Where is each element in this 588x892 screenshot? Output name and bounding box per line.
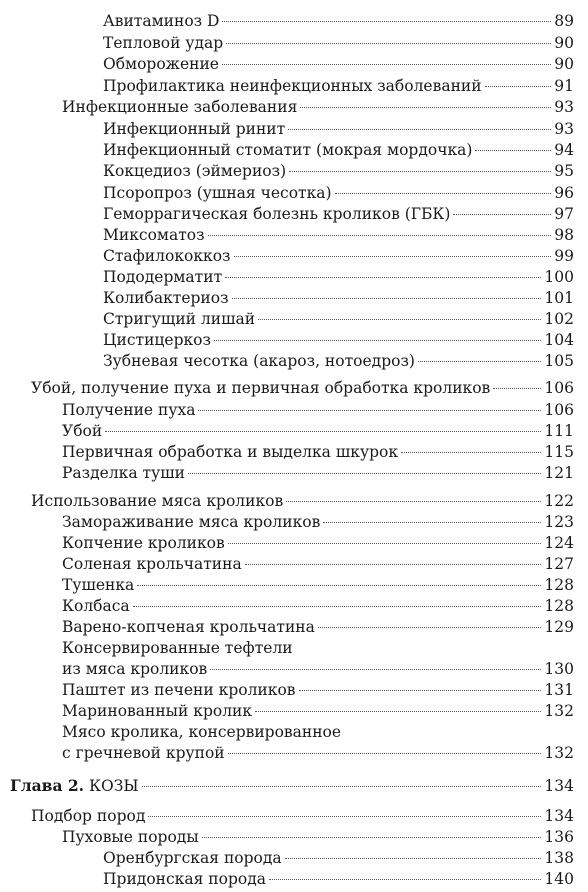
page-number: 134 bbox=[544, 807, 574, 825]
dot-leader bbox=[485, 86, 552, 87]
toc-entry bbox=[31, 377, 574, 399]
entry-title: Кокцедиоз (эймериоз) bbox=[103, 162, 287, 180]
dot-leader bbox=[318, 627, 542, 628]
dot-leader bbox=[148, 816, 541, 817]
dot-leader bbox=[105, 431, 541, 432]
toc-entry bbox=[31, 490, 574, 512]
page-number: 93 bbox=[554, 98, 574, 116]
page-number: 124 bbox=[544, 534, 574, 552]
page-number: 140 bbox=[544, 870, 574, 888]
toc-entry bbox=[62, 595, 574, 617]
entry-title: из мяса кроликов bbox=[62, 660, 208, 678]
toc-entry bbox=[62, 399, 574, 421]
toc-entry bbox=[103, 160, 574, 182]
dot-leader bbox=[133, 606, 542, 607]
entry-title: Использование мяса кроликов bbox=[31, 492, 284, 510]
dot-leader bbox=[299, 690, 542, 691]
toc-entry bbox=[62, 679, 574, 701]
entry-title: Маринованный кролик bbox=[62, 702, 253, 720]
page-number: 134 bbox=[544, 777, 574, 795]
toc-entry bbox=[103, 287, 574, 309]
entry-title: с гречневой крупой bbox=[62, 744, 225, 762]
entry-title: Колбаса bbox=[62, 597, 130, 615]
dot-leader bbox=[188, 473, 541, 474]
toc-entry bbox=[103, 10, 574, 32]
toc-entry bbox=[103, 329, 574, 351]
dot-leader bbox=[255, 711, 541, 712]
entry-title: Авитаминоз D bbox=[103, 12, 220, 30]
dot-leader bbox=[269, 879, 541, 880]
entry-title: Цистицеркоз bbox=[103, 331, 211, 349]
entry-title: Убой, получение пуха и первичная обработка кроликов bbox=[31, 379, 491, 397]
dot-leader bbox=[202, 837, 542, 838]
entry-title: Первичная обработка и выделка шкурок bbox=[62, 443, 399, 461]
page-number: 122 bbox=[544, 492, 574, 510]
toc-entry bbox=[62, 742, 574, 764]
page-number: 95 bbox=[554, 162, 574, 180]
entry-title: Пододерматит bbox=[103, 268, 223, 286]
page-number: 93 bbox=[554, 120, 574, 138]
dot-leader bbox=[453, 214, 551, 215]
entry-title: Профилактика неинфекционных заболеваний bbox=[103, 77, 482, 95]
page-number: 102 bbox=[544, 310, 574, 328]
page-number: 123 bbox=[544, 513, 574, 531]
toc-entry bbox=[31, 805, 574, 827]
dot-leader bbox=[142, 786, 542, 787]
toc-entry bbox=[62, 96, 574, 118]
entry-title: Колибактериоз bbox=[103, 289, 229, 307]
entry-title: Тепловой удар bbox=[103, 34, 224, 52]
toc-entry bbox=[103, 139, 574, 161]
dot-leader bbox=[258, 319, 541, 320]
dot-leader bbox=[228, 753, 542, 754]
toc-entry bbox=[103, 32, 574, 54]
toc-entry bbox=[103, 868, 574, 890]
toc-entry bbox=[103, 53, 574, 75]
toc-entry bbox=[62, 420, 574, 442]
toc-entry bbox=[62, 658, 574, 680]
chapter-title: КОЗЫ bbox=[89, 777, 139, 795]
entry-title: Копчение кроликов bbox=[62, 534, 225, 552]
dot-leader bbox=[222, 21, 551, 22]
dot-leader bbox=[300, 107, 551, 108]
dot-leader bbox=[418, 361, 541, 362]
toc-entry bbox=[103, 350, 574, 372]
toc-entry bbox=[62, 616, 574, 638]
dot-leader bbox=[288, 129, 551, 130]
toc-entry bbox=[62, 553, 574, 575]
page-number: 130 bbox=[544, 660, 574, 678]
toc-entry bbox=[62, 511, 574, 533]
dot-leader bbox=[232, 298, 542, 299]
entry-title: Инфекционный ринит bbox=[103, 120, 286, 138]
entry-title: Геморрагическая болезнь кроликов (ГБК) bbox=[103, 205, 451, 223]
toc-entry bbox=[103, 847, 574, 869]
chapter-label: Глава 2. bbox=[10, 776, 85, 795]
entry-title: Паштет из печени кроликов bbox=[62, 681, 296, 699]
toc-entry bbox=[103, 224, 574, 246]
entry-title: Соленая крольчатина bbox=[62, 555, 242, 573]
entry-title: Обморожение bbox=[103, 55, 219, 73]
toc-entry bbox=[62, 532, 574, 554]
dot-leader bbox=[225, 277, 541, 278]
page-number: 115 bbox=[544, 443, 574, 461]
entry-title: Инфекционный стоматит (мокрая мордочка) bbox=[103, 141, 473, 159]
page-number: 99 bbox=[554, 247, 574, 265]
dot-leader bbox=[137, 585, 541, 586]
entry-title: Подбор пород bbox=[31, 807, 146, 825]
page-number: 104 bbox=[544, 331, 574, 349]
toc-entry bbox=[62, 700, 574, 722]
page-number: 111 bbox=[544, 422, 574, 440]
dot-leader bbox=[323, 522, 541, 523]
page-number: 100 bbox=[544, 268, 574, 286]
toc-entry bbox=[62, 574, 574, 596]
entry-title: Замораживание мяса кроликов bbox=[62, 513, 321, 531]
dot-leader bbox=[493, 388, 541, 389]
dot-leader bbox=[208, 235, 552, 236]
dot-leader bbox=[401, 452, 541, 453]
entry-title: Стригущий лишай bbox=[103, 310, 256, 328]
dot-leader bbox=[335, 193, 552, 194]
page-number: 132 bbox=[544, 702, 574, 720]
dot-leader bbox=[210, 669, 541, 670]
page-number: 89 bbox=[554, 12, 574, 30]
page-number: 128 bbox=[544, 597, 574, 615]
page-number: 98 bbox=[554, 226, 574, 244]
entry-title: Придонская порода bbox=[103, 870, 266, 888]
entry-title: Варено-копченая крольчатина bbox=[62, 618, 315, 636]
page-number: 96 bbox=[554, 184, 574, 202]
page-number: 90 bbox=[554, 55, 574, 73]
entry-title: Инфекционные заболевания bbox=[62, 98, 298, 116]
dot-leader bbox=[286, 501, 541, 502]
dot-leader bbox=[198, 410, 541, 411]
page-number: 128 bbox=[544, 576, 574, 594]
toc-entry bbox=[103, 308, 574, 330]
dot-leader bbox=[214, 340, 541, 341]
entry-title: Разделка туши bbox=[62, 464, 185, 482]
dot-leader bbox=[226, 43, 551, 44]
page-number: 94 bbox=[554, 141, 574, 159]
entry-title: Тушенка bbox=[62, 576, 135, 594]
page-number: 97 bbox=[554, 205, 574, 223]
entry-title-line: Консервированные тефтели bbox=[62, 639, 293, 657]
toc-entry bbox=[103, 75, 574, 97]
entry-title: Стафилококкоз bbox=[103, 247, 231, 265]
toc-entry bbox=[103, 203, 574, 225]
page-number: 121 bbox=[544, 464, 574, 482]
page-number: 106 bbox=[544, 379, 574, 397]
dot-leader bbox=[285, 858, 542, 859]
page-number: 129 bbox=[544, 618, 574, 636]
dot-leader bbox=[228, 543, 542, 544]
entry-title-line: Мясо кролика, консервированное bbox=[62, 723, 342, 741]
toc-entry bbox=[62, 462, 574, 484]
entry-title: Псоропроз (ушная чесотка) bbox=[103, 184, 332, 202]
dot-leader bbox=[222, 64, 551, 65]
dot-leader bbox=[245, 564, 542, 565]
page-number: 136 bbox=[544, 828, 574, 846]
page-number: 138 bbox=[544, 849, 574, 867]
toc-entry bbox=[103, 182, 574, 204]
page-number: 132 bbox=[544, 744, 574, 762]
page-number: 101 bbox=[544, 289, 574, 307]
page-number: 105 bbox=[544, 352, 574, 370]
entry-title: Получение пуха bbox=[62, 401, 196, 419]
entry-title: Оренбургская порода bbox=[103, 849, 282, 867]
toc-entry bbox=[62, 441, 574, 463]
entry-title bbox=[10, 775, 139, 797]
dot-leader bbox=[475, 150, 551, 151]
page-number: 91 bbox=[554, 77, 574, 95]
page-number: 131 bbox=[544, 681, 574, 699]
entry-title: Зубневая чесотка (акароз, нотоедроз) bbox=[103, 352, 415, 370]
toc-chapter-entry bbox=[10, 775, 574, 797]
page-number: 106 bbox=[544, 401, 574, 419]
toc-entry bbox=[103, 118, 574, 140]
page-number: 90 bbox=[554, 34, 574, 52]
dot-leader bbox=[289, 171, 551, 172]
entry-title: Убой bbox=[62, 422, 103, 440]
page-number: 127 bbox=[544, 555, 574, 573]
dot-leader bbox=[234, 256, 552, 257]
toc-entry bbox=[103, 266, 574, 288]
entry-title: Пуховые породы bbox=[62, 828, 199, 846]
entry-title: Миксоматоз bbox=[103, 226, 205, 244]
toc-entry bbox=[62, 826, 574, 848]
toc-entry bbox=[103, 245, 574, 267]
